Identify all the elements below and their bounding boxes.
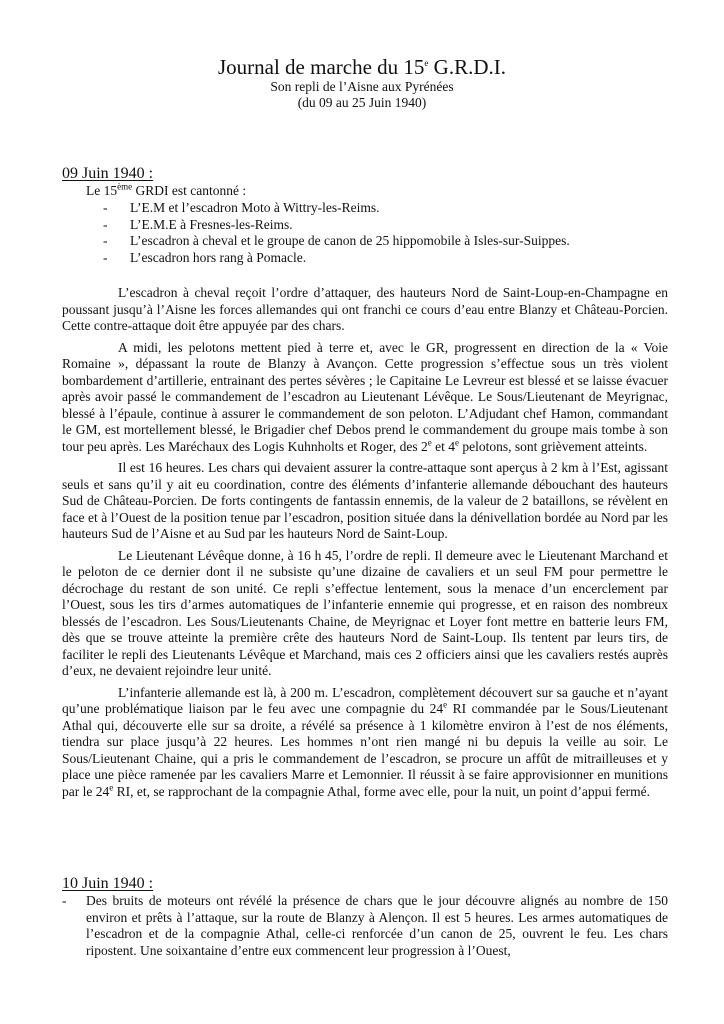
page-title: Journal de marche du 15e G.R.D.I. (217, 55, 507, 79)
list-item: - L’escadron hors rang à Pomacle. (103, 249, 307, 265)
list-item: - L’E.M et l’escadron Moto à Wittry-les-Reims. (103, 200, 380, 215)
list-item: - L’E.M.E à Fresnes-les-Reims. (103, 216, 293, 232)
paragraph: A midi, les pelotons mettent pied à terre et, avec le GR, progressent en direction de la « Voie Romaine », dépassant la route de Blanzy à Avançon. Cette progression s’effectue sous un très violent bombardement d’artillerie, entrainant des pertes sévères ; le Capitaine Le Levreur est blessé et se laisse évacuer après avoir passé le commandement de l’escadron au Lieutenant Lévêque. Le Sous/Lieutenant de Meyrignac, blessé à l’épaule, continue à assurer le commandement de son peloton. L’Adjudant chef Hamon, commandant le GM, est mortellement blessé, le Brigadier chef Debos prend le commandement du groupe mais tombe à son tour peu après. Les Maréchaux des Logis Kuhnholts et Roger, des 2e et 4e pelotons, sont grièvement atteints. (62, 339, 668, 454)
cantonment-list (103, 200, 570, 266)
title-superscript: e (424, 58, 429, 68)
subtitle-dates: (du 09 au 25 Juin 1940) (297, 95, 427, 110)
subtitle-route: Son repli de l’Aisne aux Pyrénées (270, 79, 454, 94)
section-heading-09-juin: 09 Juin 1940 : (62, 165, 154, 182)
list-item: - L’escadron à cheval et le groupe de canon de 25 hippomobile à Isles-sur-Suippes. (103, 233, 570, 248)
intro-line: Le 15ème GRDI est cantonné : (86, 181, 247, 198)
paragraph: Des bruits de moteurs ont révélé la présence de chars que le jour découvre alignés au nombre de 150 environ et prêts à l’attaque, sur la route de Blanzy à Alençon. Il est 5 heures. Les armes automatiques de l’escadron et de la compagnie Athal, celle-ci renforcée d’un canon de 25, ouvrent le feu. Les chars ripostent. Une soixantaine d’entre eux commencent leur progression à l’Ouest, (86, 893, 668, 958)
section2-item (62, 893, 668, 959)
paragraph: Il est 16 heures. Les chars qui devaient assurer la contre-attaque sont aperçus à 2 km à l’Est, agissant seuls et sans qu’il y ait eu coordination, contre des éléments d’infanterie allemande débouchant des hauteurs Sud de Château-Porcien. De forts contingents de fantassin ennemis, de la valeur de 2 bataillons, se révèlent en face et à l’Ouest de la position tenue par l’escadron, position située dans la dénivellation bordée au Nord par les hauteurs Sud de l’Aisne et au Sud par les hauteurs Nord de Saint-Loup. (62, 460, 668, 541)
item-marker: - (62, 893, 67, 908)
paragraph: Le Lieutenant Lévêque donne, à 16 h 45, l’ordre de repli. Il demeure avec le Lieutenant Marchand et le peloton de ce dernier dont il ne subsiste qu’une dizaine de cavaliers et un seul FM pour permettre le décrochage du restant de son unité. Ce repli s’effectue lentement, sous la menace d’un encerclement par l’Ouest, sous les tirs d’armes automatiques de l’infanterie ennemie qui progresse, et en raison des nombreux blessés de l’escadron. Les Sous/Lieutenants Chaine, de Meyrignac et Loyer font mettre en batterie leurs FM, dès que se trouve atteinte la première crête des hauteurs Nord de Saint-Loup. Ils tentent par leurs tirs, de faciliter le repli des Lieutenants Lévêque et Marchand, mais ces 2 officiers ainsi que les cavaliers restés auprès d’eux, ne devaient rejoindre leur unité. (62, 547, 668, 678)
paragraph: L’infanterie allemande est là, à 200 m. L’escadron, complètement découvert sur sa gauche et n’ayant qu’une problématique liaison par le feu avec une compagnie du 24e RI commandée par le Sous/Lieutenant Athal qui, découverte elle sur sa droite, a révélé sa présence à 1 kilomètre environ à l’est de nos éléments, tiendra sur place jusqu’à 22 heures. Les hommes n’ont rien mangé ni bu depuis la veille au soir. Le Sous/Lieutenant Chaine, qui a pris le commandement de l’escadron, se procure un affût de mitrailleuses et y place une pièce ramenée par les cavaliers Marre et Lemonnier. Il réussit à se faire approvisionner en munitions par le 24e RI, et, se rapprochant de la compagnie Athal, forme avec elle, pour la nuit, un point d’appui fermé. (62, 684, 669, 799)
section-heading-10-juin: 10 Juin 1940 : (62, 875, 154, 892)
section1-body (62, 285, 668, 800)
paragraph: L’escadron à cheval reçoit l’ordre d’attaquer, des hauteurs Nord de Saint-Loup-en-Champagne en poussant jusqu’à l’Aisne les forces allemandes qui ont franchi ce cours d’eau entre Blanzy et Château-Porcien. Cette contre-attaque doit être appuyée par des chars. (62, 285, 668, 333)
title-block (0, 55, 724, 111)
